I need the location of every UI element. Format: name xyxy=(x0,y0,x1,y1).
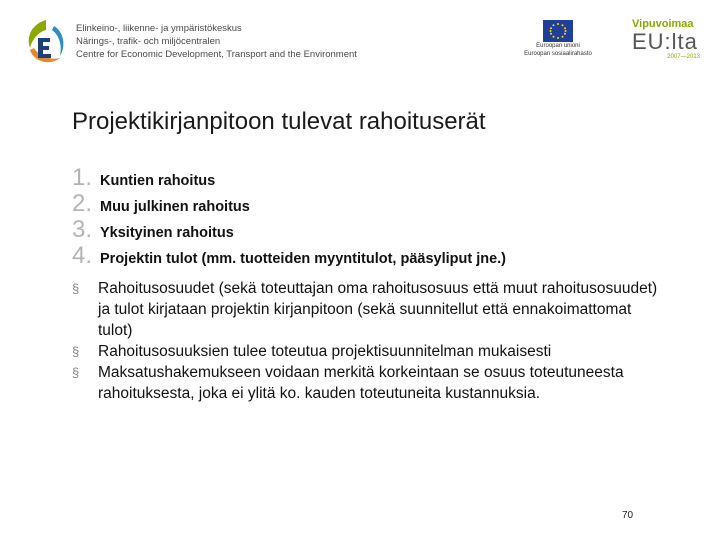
eu-union-label: Euroopan unioni xyxy=(536,43,580,49)
item-text: Projektin tulot (mm. tuotteiden myyntitulot, pääsyliput jne.) xyxy=(100,251,507,267)
item-number: 1. xyxy=(72,164,93,191)
item-text: Kuntien rahoitus xyxy=(100,173,216,189)
bullet-marker: § xyxy=(72,344,80,359)
vip-top-text: Vipuvoimaa xyxy=(632,18,694,30)
vip-period-text: 2007—2013 xyxy=(667,54,700,60)
bullet-item xyxy=(72,278,672,341)
item-text: Muu julkinen rahoitus xyxy=(100,199,250,215)
bullet-marker: § xyxy=(72,281,80,296)
ely-name-block xyxy=(76,22,357,61)
page-number: 70 xyxy=(622,510,634,521)
numbered-item xyxy=(72,164,506,190)
ely-name-fi: Elinkeino-, liikenne- ja ympäristökeskus xyxy=(76,23,242,34)
bullet-text: Rahoitusosuuksien tulee toteutua projektisuunnitelman mukaisesti xyxy=(98,343,552,360)
eu-fund-label: Euroopan sosiaalirahasto xyxy=(524,51,592,57)
vipuvoimaa-logo xyxy=(632,18,712,60)
slide-header xyxy=(0,0,720,80)
numbered-item xyxy=(72,216,506,242)
vip-main-text: EU:lta xyxy=(632,29,698,54)
bullet-text: Maksatushakemukseen voidaan merkitä korkeintaan se osuus toteutuneesta rahoituksesta, joka ei ylitä ko. kauden toteutuneita kustannuksia. xyxy=(98,364,624,402)
ely-logo-icon xyxy=(24,18,68,64)
bullet-item xyxy=(72,341,672,362)
bullet-marker: § xyxy=(72,365,80,380)
item-number: 3. xyxy=(72,216,93,243)
ely-name-sv: Närings-, trafik- och miljöcentralen xyxy=(76,36,221,47)
numbered-list xyxy=(72,164,506,268)
item-number: 2. xyxy=(72,190,93,217)
bullet-item xyxy=(72,362,672,404)
bullet-text: Rahoitusosuudet (sekä toteuttajan oma rahoitusosuus että muut rahoitusosuudet) ja tulot kirjataan projektin kirjanpitoon (sekä suunnitellut että ennakoimattomat tulot) xyxy=(98,280,658,339)
eu-logo xyxy=(518,20,598,58)
bullet-list xyxy=(72,278,672,404)
item-number: 4. xyxy=(72,242,93,269)
eu-flag-icon xyxy=(543,20,573,42)
item-text: Yksityinen rahoitus xyxy=(100,225,234,241)
ely-name-en: Centre for Economic Development, Transport and the Environment xyxy=(76,49,357,60)
numbered-item xyxy=(72,190,506,216)
slide-title: Projektikirjanpitoon tulevat rahoituserät xyxy=(72,108,486,135)
numbered-item xyxy=(72,242,506,268)
